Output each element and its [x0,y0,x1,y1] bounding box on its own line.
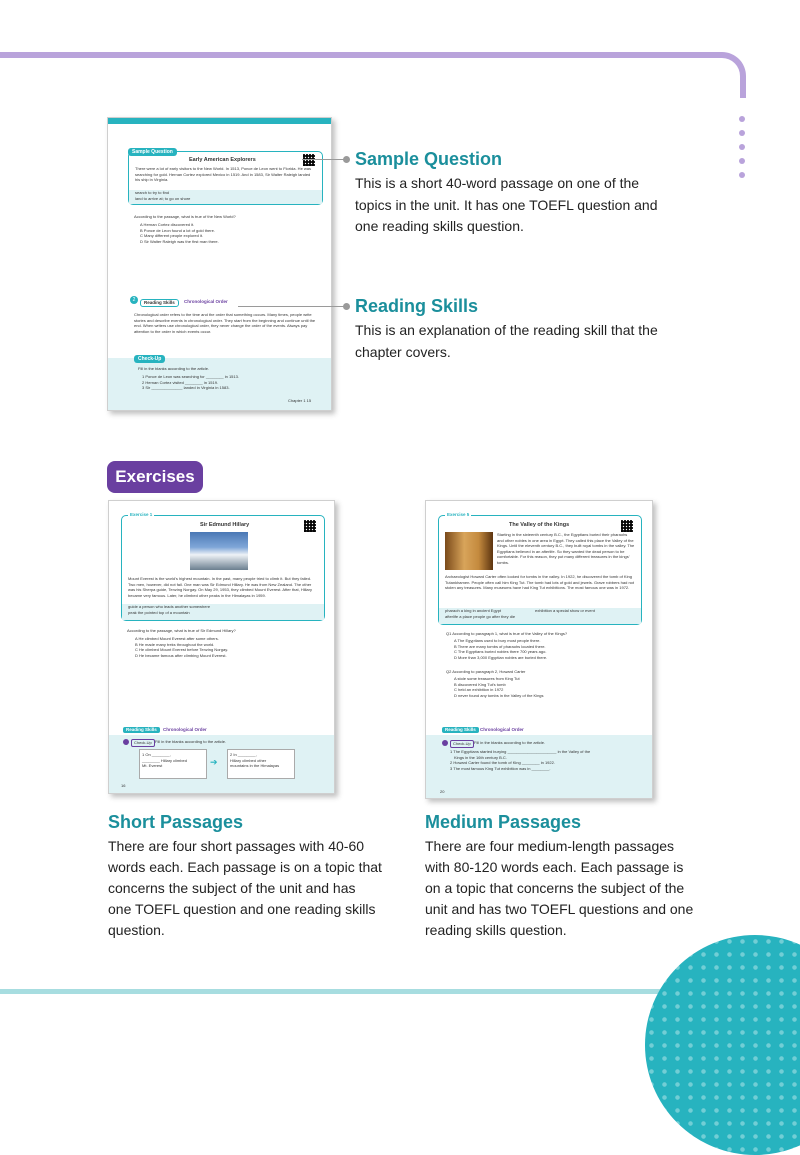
timeline-box-1 [139,749,207,779]
checkup-instruction: Fill in the blanks according to the article. [138,366,210,371]
decorative-dots [739,116,747,186]
passage-text: Mount Everest is the world's highest mountain. In the past, many people tried to climb it. But they failed. Two men, however, did not fail. One man was Sir Edmund Hillary. He was from New Zealand. The other was his Sherpa guide, Tenzing Norgay. On May 29, 1953, they climbed Mount Everest. After that, Hillary became very famous. Later, he climbed other peaks in the Himalayas in 1959. [128,576,312,598]
answer-option: B discovered King Tut's tomb [454,681,506,687]
reading-skills-label: Reading Skills [442,727,479,733]
passage-text: There were a lot of early visitors to the New World. In 1513, Ponce de Leon went to Florida. He was searching for gold. Hernan Cortez explored Mexico in 1519. And in 1583, Sir Walter Raleigh landed his ship in Virginia. [135,166,312,182]
text-line: This is an explanation of the reading skill that the [355,322,658,338]
text-line: Mt. Everest [142,763,163,768]
answer-option: A stole some treasures from King Tut [454,676,520,681]
vocab-box [122,604,324,620]
text-line: words each. Each passage is on a topic that [108,859,382,875]
arrow-right-icon: ➔ [210,757,218,767]
exercises-label: Exercises [107,461,203,493]
reading-skills-description [355,320,658,363]
reading-skills-label: Reading Skills [123,727,160,733]
page-number: 16 [121,783,126,788]
answer-option: C He climbed Mount Everest before Tenzing Norgay. [135,647,229,652]
answer-option: A He climbed Mount Everest after some others. [135,636,219,641]
question-text: According to the passage, what is true of the New World? [134,214,236,219]
medium-passage-page-thumbnail [425,500,653,799]
checkup-item: 1 Ponce de Leon was searching for ________ in 1513. [142,374,239,379]
sample-question-box [128,151,323,205]
passage-title: Early American Explorers [189,157,256,163]
answer-option: B Ponce de Leon found a lot of gold there. [140,227,215,233]
text-line: mountains in the Himalayas [230,763,280,768]
callout-connector [238,306,346,307]
check-icon [442,740,448,746]
text-line: question. [108,922,165,938]
checkup-area [426,735,652,798]
text-line: with 80-120 words each. Each passage is [425,859,684,875]
checkup-item: 1 The Egyptians started burying ______________________ in the Valley of the [450,749,591,754]
passage-title: Sir Edmund Hillary [200,522,250,528]
checkup-tag: Check-Up [131,739,155,747]
skill-name: Chronological Order [184,299,228,304]
text-line: Hillary climbed other [230,757,267,763]
text-line: 1 On ________, [142,752,171,757]
medium-passages-description [425,836,693,941]
qr-code-icon [304,520,316,532]
vocab-item: peak the pointed top of a mountain [128,609,190,615]
text-line: chapter covers. [355,343,451,360]
connector-dot [343,303,350,310]
vocab-box [439,608,641,624]
answer-option: D More than 3,000 Egyptian nobles are buried there. [454,654,548,660]
text-line: unit and has two TOEFL questions and one [425,901,694,917]
skill-name: Chronological Order [480,727,524,732]
skill-number-badge: 2 [130,296,138,304]
answer-option: C The Egyptians buried nobles there 700 years ago. [454,649,547,654]
answer-option: D Sir Walter Raleigh was the first man there. [140,238,219,244]
exercise-box [438,512,642,625]
qr-code-icon [303,154,315,166]
exercise-tag: Exercise 1 [130,512,153,517]
vocab-item: pharaoh a king in ancient Egypt [445,608,502,613]
vocab-item: land to arrive at; to go on shore [135,195,191,201]
vocab-box [129,190,322,204]
answer-option: C Many different people explored it. [140,233,204,238]
page-number: 20 [440,789,445,794]
sample-question-tag: Sample Question [128,148,177,156]
checkup-items [450,749,640,771]
text-line: 2 In ________, [230,752,257,757]
mountain-photo [190,532,248,570]
answer-option: D never found any tombs in the Valley of the Kings [454,692,544,698]
page-footer: Chapter 1 15 [288,398,312,403]
text-line: reading skills question. [425,922,567,938]
text-line: concerns the subject of the unit and has [108,880,356,896]
top-decorative-rule [0,52,720,58]
qr-code-icon [621,520,633,532]
vocab-item: afterlife a place people go after they die [445,613,516,619]
connector-dot [343,156,350,163]
answer-option: D He became famous after climbing Mount Everest. [135,652,227,658]
question-2: Q2 According to paragraph 2, Howard Carter [446,669,526,674]
short-passage-page-thumbnail [108,500,335,794]
sample-question-heading: Sample Question [355,149,503,169]
check-icon [123,739,129,745]
checkup-instruction: Fill in the blanks according to the article. [474,740,546,745]
skill-explanation: Chronological order refers to the time and the order that something occurs. Many times, people write stories and describe events in chronological order. They start from the beginning and continue until the end. When writers use chronological order, they never change the order of the events. Always pay attention to the order in which events occur. [134,312,316,334]
decorative-circle [645,935,800,1155]
text-line: This is a short 40-word passage on one of the [355,175,640,191]
exercise-tag: Exercise 5 [447,512,470,517]
passage-title: The Valley of the Kings [509,522,570,528]
answer-options [140,222,219,244]
temple-photo [445,532,493,570]
reading-skills-label: Reading Skills [140,299,179,307]
text-line: on a topic that concerns the subject of the [425,880,685,896]
vocab-item: exhibition a special show or event [535,608,595,613]
short-passages-description [108,836,382,941]
page-top-bar [108,118,331,124]
text-line: There are four short passages with 40-60 [108,838,365,854]
question-text: According to the passage, what is true of Sir Edmund Hillary? [127,628,236,633]
checkup-tag: Check-Up [450,740,474,748]
sample-page-thumbnail [107,117,332,411]
answer-option: B He made many treks throughout the world. [135,641,215,647]
top-decorative-curve [700,52,746,98]
answer-option: B There are many tombs of pharaohs located there. [454,643,546,649]
passage-paragraph-1: Starting in the sixteenth century B.C., the Egyptians buried their pharaohs and other nobles in one area in Egypt. They called this place the Valley of the Kings. Until the eleventh century B.C., they built royal tombs in the valley. The Egyptians believed in an afterlife. So they wanted the dead person to be comfortable. For this reason, they put many different treasures in the kings' tombs. [497,532,635,565]
answer-option: A The Egyptians used to bury most people there. [454,638,541,643]
text-line: topics in the unit. It has one TOEFL question and [355,196,658,213]
sample-question-description [355,173,658,238]
vocab-item: guide a person who leads another somewhere [128,604,211,609]
question-2-options [454,676,544,698]
checkup-items [142,374,239,391]
question-1-options [454,638,547,660]
answer-options [135,636,228,658]
reading-skills-heading: Reading Skills [355,296,479,316]
checkup-item: 2 Howard Carter found the tomb of King ________ in 1922. [450,760,555,765]
exercise-box [121,512,325,621]
text-line: one reading skills question. [355,218,524,234]
question-1: Q1 According to paragraph 1, what is true of the Valley of the Kings? [446,631,568,636]
passage-paragraph-2: Archaeologist Howard Carter often looked for tombs in the valley. In 1922, he discovered the tomb of King Tutankhamen. People often call him King Tut. The tomb had lots of gold and jewels. Grave robbers had not stolen any treasures. Many museums have had King Tut exhibitions. The most famous one was in 1972. [445,574,634,590]
checkup-instruction: Fill in the blanks according to the article. [155,739,227,744]
checkup-area [108,358,331,410]
timeline-box-2 [227,749,295,779]
short-passages-heading: Short Passages [108,812,244,832]
text-line: one TOEFL question and one reading skills [108,901,376,917]
medium-passages-heading: Medium Passages [425,812,582,832]
skill-name: Chronological Order [163,727,207,732]
checkup-item: 3 The most famous King Tut exhibition was in ________. [450,765,551,771]
answer-option: C held an exhibition in 1972 [454,687,504,692]
callout-connector [302,159,346,160]
answer-option: A Hernan Cortez discovered it. [140,222,195,227]
checkup-tag: Check-Up [134,355,165,363]
checkup-item: 2 Hernan Cortez visited ________ in 1519. [142,379,219,385]
text-line: There are four medium-length passages [425,838,675,854]
vocab-item: search to try to find [135,190,170,195]
checkup-area [109,735,334,793]
checkup-item: 3 Sir ______________ landed in Virginia in 1583. [142,385,230,390]
checkup-item: Kings in the 16th century B.C. [454,754,507,760]
text-line: ________ Hillary climbed [142,757,187,763]
